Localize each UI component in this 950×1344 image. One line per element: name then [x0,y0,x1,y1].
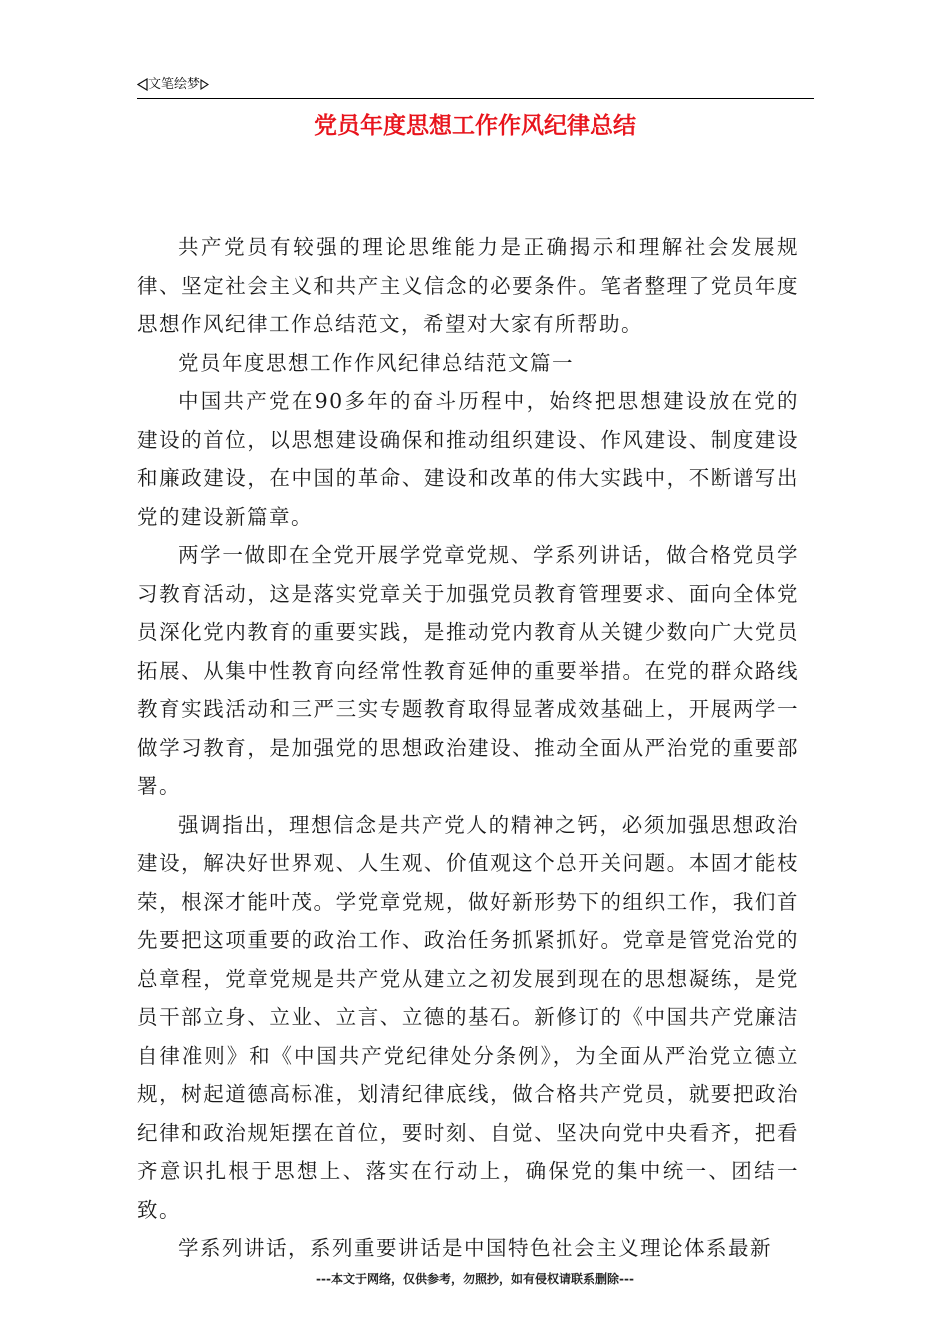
page-footer: ---本文于网络，仅供参考，勿照抄，如有侵权请联系删除--- [316,1272,634,1286]
paragraph: 中国共产党在90多年的奋斗历程中，始终把思想建设放在党的建设的首位，以思想建设确保和推动组织建设、作风建设、制度建设和廉政建设，在中国的革命、建设和改革的伟大实践中，不断谱写出党的建设新篇章。 [137,389,799,529]
paragraph-subtitle: 党员年度思想工作作风纪律总结范文篇一 [178,350,574,375]
paragraph: 学系列讲话，系列重要讲话是中国特色社会主义理论体系最新 [178,1236,772,1260]
brand-mark [137,76,209,94]
brand-name: 文笔绘梦 [148,77,201,92]
document-title: 党员年度思想工作作风纪律总结 [314,113,636,139]
paragraph-intro: 共产党员有较强的理论思维能力是正确揭示和理解社会发展规律、坚定社会主义和共产主义信念的必要条件。笔者整理了党员年度思想作风纪律工作总结范文，希望对大家有所帮助。 [137,235,799,336]
triangle-left-icon [137,78,148,91]
triangle-right-icon [200,79,209,90]
page-header [137,76,814,99]
paragraph: 强调指出，理想信念是共产党人的精神之钙，必须加强思想政治建设，解决好世界观、人生观、价值观这个总开关问题。本固才能枝荣，根深才能叶茂。学党章党规，做好新形势下的组织工作，我们首先要把这项重要的政治工作、政治任务抓紧抓好。党章是管党治党的总章程，党章党规是共产党从建立之初发展到现在的思想凝练，是党员干部立身、立业、立言、立德的基石。新修订的《中国共产党廉洁自律准则》和《中国共产党纪律处分条例》，为全面从严治党立德立规，树起道德高标准，划清纪律底线，做合格共产党员，就要把政治纪律和政治规矩摆在首位，要时刻、自觉、坚决向党中央看齐，把看齐意识扎根于思想上、落实在行动上，确保党的集中统一、团结一致。 [137,812,799,1222]
document-body [137,228,799,1268]
paragraph: 两学一做即在全党开展学党章党规、学系列讲话，做合格党员学习教育活动，这是落实党章关于加强党员教育管理要求、面向全体党员深化党内教育的重要实践，是推动党内教育从关键少数向广大党员拓展、从集中性教育向经常性教育延伸的重要举措。在党的群众路线教育实践活动和三严三实专题教育取得显著成效基础上，开展两学一做学习教育，是加强党的思想政治建设、推动全面从严治党的重要部署。 [137,543,799,798]
